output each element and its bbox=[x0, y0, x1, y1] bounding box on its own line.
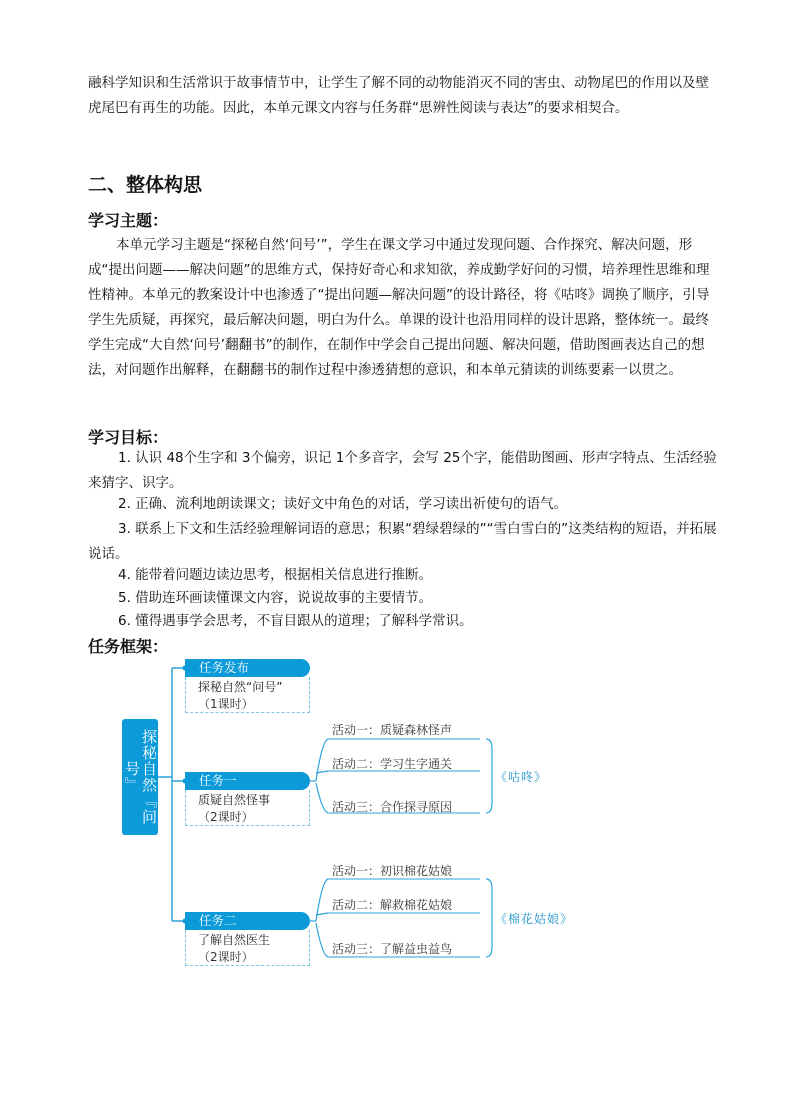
goal-item: 3. 联系上下文和生活经验理解词语的意思；积累“碧绿碧绿的”“雪白雪白的”这类结构的短语，并拓展说话。 bbox=[88, 521, 717, 562]
task-tab-one: 任务一 bbox=[185, 772, 310, 790]
task-title: 探秘自然“问号” bbox=[198, 680, 283, 694]
theme-heading: 学习主题： bbox=[88, 211, 169, 230]
goal-item: 1. 认识 48个生字和 3个偏旁，识记 1个多音字，会写 25个字，能借助图画、形声字特点、生活经验来猜字、识字。 bbox=[88, 450, 717, 491]
task-tab-two: 任务二 bbox=[185, 912, 310, 930]
task-box-release bbox=[185, 677, 310, 713]
activity-item: 活动二：解救棉花姑娘 bbox=[332, 898, 453, 912]
goals-heading: 学习目标： bbox=[88, 428, 169, 447]
task-title: 了解自然医生 bbox=[198, 933, 271, 947]
task-hours: （2课时） bbox=[198, 810, 254, 824]
task-hours: （2课时） bbox=[198, 950, 254, 964]
task-box-two bbox=[185, 930, 310, 966]
goal-item: 6. 懂得遇事学会思考，不盲目跟从的道理；了解科学常识。 bbox=[118, 613, 473, 629]
activity-item: 活动一：质疑森林怪声 bbox=[332, 723, 453, 737]
task-tab-release: 任务发布 bbox=[185, 659, 310, 677]
goal-item: 2. 正确、流利地朗读课文；读好文中角色的对话，学习读出祈使句的语气。 bbox=[118, 496, 568, 512]
task-framework-diagram bbox=[110, 655, 580, 975]
book-title: 《棉花姑娘》 bbox=[495, 912, 574, 926]
theme-paragraph: 本单元学习主题是“探秘自然‘问号’”，学生在课文学习中通过发现问题、合作探究、解决问题，形成“提出问题——解决问题”的思维方式，保持好奇心和求知欲，养成勤学好问的习惯，培养理性思维和理性精神。本单元的教案设计中也渗透了“提出问题—解决问题”的设计路径，将《咕咚》调换了顺序，引导学生先质疑，再探究，最后解决问题，明白为什么。单课的设计也沿用同样的设计思路，整体统一。最终学生完成“大自然‘问号’翻翻书”的制作，在制作中学会自己提出问题、解决问题，借助图画表达自己的想法，对问题作出解释，在翻翻书的制作过程中渗透猜想的意识，和本单元猜读的训练要素一以贯之。 bbox=[88, 237, 710, 378]
task-box-one bbox=[185, 790, 310, 826]
framework-root: 探秘自然『问号』 bbox=[122, 719, 158, 835]
section-title: 二、整体构思 bbox=[88, 174, 203, 196]
task-hours: （1课时） bbox=[198, 697, 254, 711]
diagram-connectors bbox=[110, 655, 580, 975]
book-title: 《咕咚》 bbox=[495, 770, 548, 784]
activity-item: 活动三：合作探寻原因 bbox=[332, 800, 453, 814]
goal-item: 4. 能带着问题边读边思考，根据相关信息进行推断。 bbox=[118, 567, 433, 583]
goal-item: 5. 借助连环画读懂课文内容，说说故事的主要情节。 bbox=[118, 590, 433, 606]
activity-item: 活动三：了解益虫益鸟 bbox=[332, 942, 453, 956]
activity-item: 活动一：初识棉花姑娘 bbox=[332, 864, 453, 878]
task-title: 质疑自然怪事 bbox=[198, 793, 271, 807]
activity-item: 活动二：学习生字通关 bbox=[332, 757, 453, 771]
intro-paragraph: 融科学知识和生活常识于故事情节中，让学生了解不同的动物能消灭不同的害虫、动物尾巴的作用以及壁虎尾巴有再生的功能。因此，本单元课文内容与任务群“思辨性阅读与表达”的要求相契合。 bbox=[88, 75, 709, 116]
framework-heading: 任务框架： bbox=[88, 637, 169, 656]
